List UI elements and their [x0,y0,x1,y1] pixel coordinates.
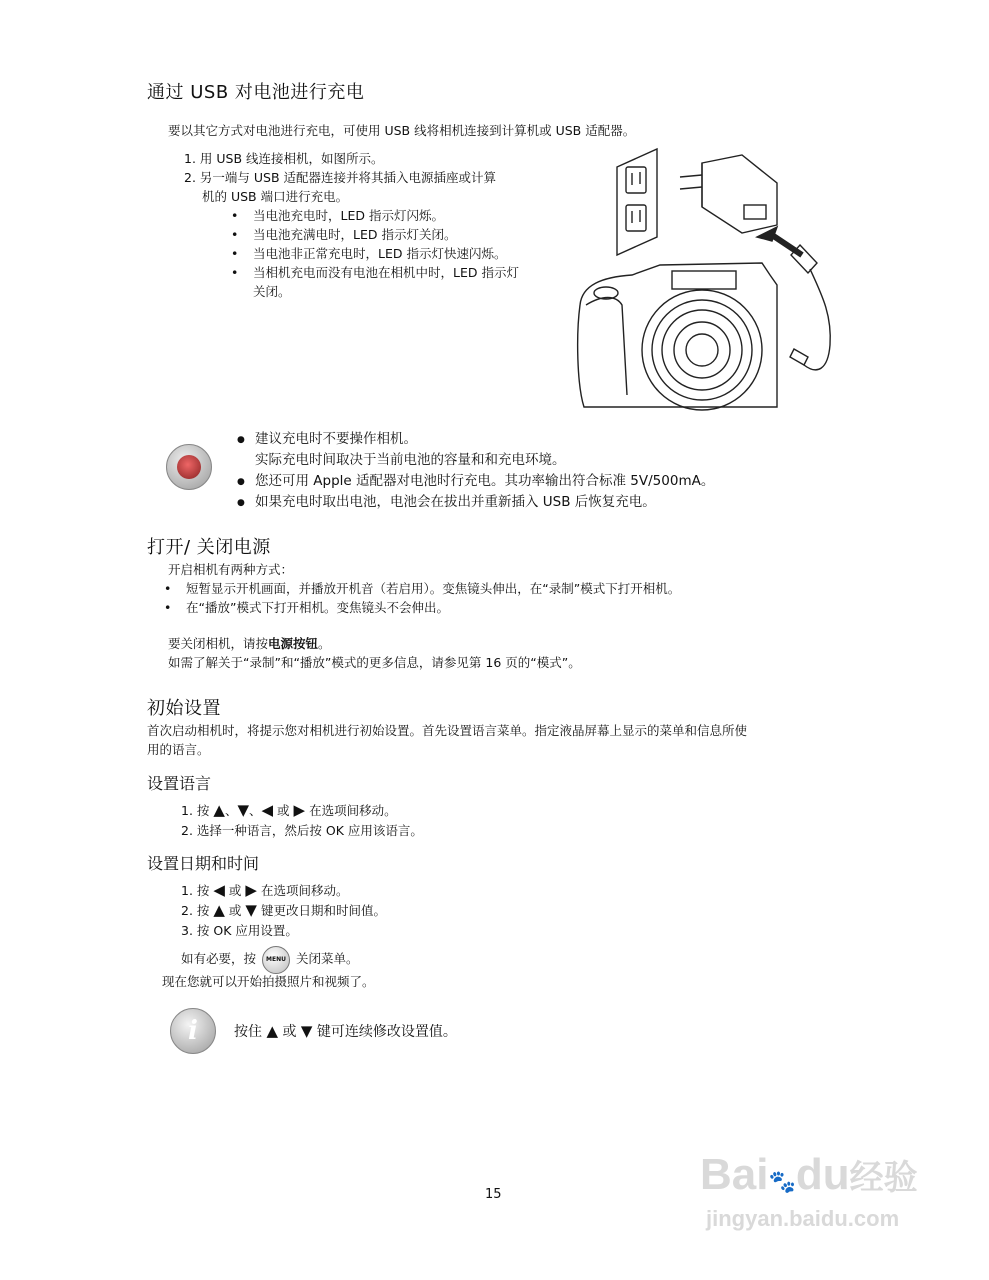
list-item: ● 建议充电时不要操作相机。 [255,429,714,450]
power-bullet-list [186,579,680,617]
list-item: • 当电池充满电时，LED 指示灯关闭。 [253,225,519,244]
power-more: 如需了解关于“录制”和“播放”模式的更多信息，请参见第 16 页的“模式”。 [168,655,581,670]
usb-intro: 要以其它方式对电池进行充电，可使用 USB 线将相机连接到计算机或 USB 适配器。 [168,123,636,138]
right-arrow-icon: ▶ [293,801,306,819]
list-item-cont: 实际充电时间取决于当前电池的容量和和充电环境。 [255,452,566,468]
down-arrow-icon: ▼ [300,1022,313,1040]
baidu-watermark [700,1150,918,1207]
left-arrow-icon: ◀ [213,881,225,899]
usb-notes-list [255,429,714,513]
list-item: ● 您还可用 Apple 适配器对电池时行充电。其功率输出符合标准 5V/500mA。 [255,471,714,492]
datetime-step-1 [181,881,348,900]
or-text: 或 [228,883,242,898]
usb-step-2-cont: 机的 USB 端口进行充电。 [202,189,349,204]
usb-step-2: 2. 另一端与 USB 适配器连接并将其插入电源插座或计算 [184,170,497,185]
tip-text [234,1021,457,1043]
left-arrow-icon: ◀ [261,801,274,819]
or-text: 或 [277,803,290,818]
wm-du: du [795,1150,850,1199]
tip-a: 按住 [234,1024,262,1040]
wm-bai: Bai [700,1150,769,1199]
menu-b: 关闭菜单。 [296,951,359,966]
dt-step2-b: 键更改日期和时间值。 [260,903,386,918]
tip-b: 键可连续修改设置值。 [316,1024,457,1040]
init-intro-1: 首次启动相机时，将提示您对相机进行初始设置。首先设置语言菜单。指定液晶屏幕上显示的菜单和信息所使 [147,723,748,738]
subsection-title-datetime: 设置日期和时间 [147,854,260,873]
list-item: • 当相机充电而没有电池在相机中时，LED 指示灯 [253,263,519,282]
menu-close-text [181,945,359,974]
list-item: • 当电池充电时，LED 指示灯闪烁。 [253,206,519,225]
language-step-1 [181,801,397,820]
dt-step2-a: 2. 按 [181,903,210,918]
dt-step1-a: 1. 按 [181,883,210,898]
list-item-cont: 关闭。 [253,284,291,299]
section-title-power: 打开/ 关闭电源 [147,537,271,558]
watermark-url: jingyan.baidu.com [706,1206,900,1231]
up-arrow-icon: ▲ [266,1022,278,1040]
paw-icon: 🐾 [768,1169,796,1194]
usb-step-1: 1. 用 USB 线连接相机，如图所示。 [184,151,384,166]
usb-steps [184,149,496,206]
info-icon: i [170,1008,216,1054]
menu-button-icon: MENU [262,946,290,974]
sep: 、 [224,803,238,818]
up-arrow-icon: ▲ [213,801,225,819]
up-arrow-icon: ▲ [213,901,225,919]
down-arrow-icon: ▼ [237,801,249,819]
power-intro: 开启相机有两种方式： [168,562,294,577]
language-step-2: 2. 选择一种语言，然后按 OK 应用该语言。 [181,823,423,838]
power-off-text [168,634,331,653]
wm-jingyan: 经验 [849,1159,918,1197]
list-item: • 当电池非正常充电时，LED 指示灯快速闪烁。 [253,244,519,263]
section-title-usb: 通过 USB 对电池进行充电 [147,82,365,103]
list-item: • 在“播放”模式下打开相机。变焦镜头不会伸出。 [186,598,680,617]
section-title-init: 初始设置 [147,698,221,719]
down-arrow-icon: ▼ [245,901,257,919]
power-off-prefix: 要关闭相机，请按 [168,636,269,651]
menu-a: 如有必要，按 [181,951,257,966]
datetime-step-2 [181,901,386,920]
list-item: ● 如果充电时取出电池，电池会在拔出并重新插入 USB 后恢复充电。 [255,492,714,513]
power-off-suffix: 。 [318,636,331,651]
led-bullet-list [253,206,519,301]
page-number: 15 [485,1187,502,1202]
lang-step1-a: 1. 按 [181,803,210,818]
or-text: 或 [228,903,242,918]
list-item: • 短暂显示开机画面，并播放开机音（若启用）。变焦镜头伸出，在“录制”模式下打开相机。 [186,579,680,598]
tips-icon [166,444,212,490]
power-button-ref: 电源按钮 [268,636,319,651]
datetime-step-3: 3. 按 OK 应用设置。 [181,923,298,938]
ready-text: 现在您就可以开始拍摄照片和视频了。 [162,974,375,989]
subsection-title-language: 设置语言 [147,774,212,793]
lang-step1-b: 在选项间移动。 [309,803,397,818]
or-text: 或 [282,1024,297,1040]
dt-step1-b: 在选项间移动。 [260,883,349,898]
init-intro-2: 用的语言。 [147,742,210,757]
camera-usb-illustration [572,145,852,415]
right-arrow-icon: ▶ [245,881,257,899]
sep: 、 [249,803,262,818]
